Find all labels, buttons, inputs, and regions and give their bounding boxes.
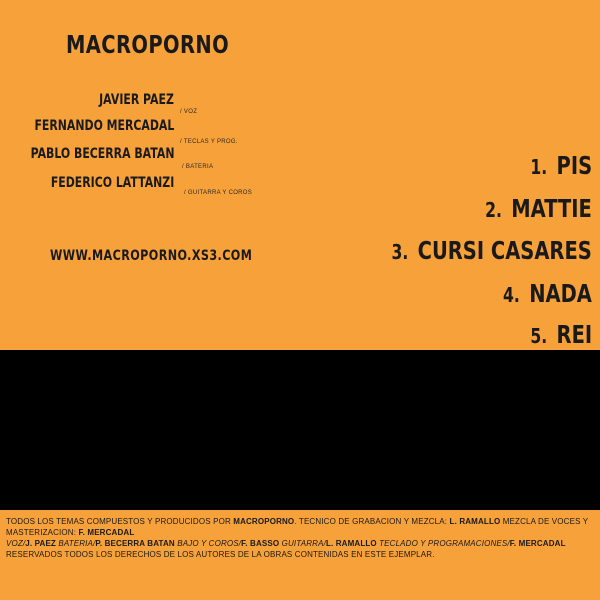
track-title: NADA bbox=[529, 279, 592, 308]
credits-block bbox=[6, 516, 596, 560]
member-role: / TECLAS Y PROG. bbox=[180, 139, 238, 145]
tracklist-item bbox=[530, 151, 592, 180]
credits-bold: F. BASSO bbox=[241, 539, 280, 548]
member-name: FERNANDO MERCADAL bbox=[34, 118, 174, 134]
member-name: PABLO BECERRA BATAN bbox=[30, 146, 174, 162]
member-name: JAVIER PAEZ bbox=[99, 92, 174, 108]
member-role: / VOZ bbox=[180, 109, 198, 115]
track-title: MATTIE bbox=[511, 194, 592, 223]
black-band bbox=[0, 350, 600, 510]
track-number: 3. bbox=[391, 240, 409, 264]
member-name: FEDERICO LATTANZI bbox=[50, 175, 174, 191]
credits-italic: BATERIA/ bbox=[55, 539, 96, 548]
credits-text: TODOS LOS TEMAS COMPUESTOS Y PRODUCIDOS POR bbox=[6, 517, 234, 526]
tracklist-item bbox=[503, 279, 592, 308]
credits-bold: F. MERCADAL bbox=[509, 539, 566, 548]
credits-line: RESERVADOS TODOS LOS DERECHOS DE LOS AUTORES DE LA OBRAS CONTENIDAS EN ESTE EJEMPLAR. bbox=[6, 550, 435, 559]
credits-bold: L. RAMALLO bbox=[449, 517, 501, 526]
track-number: 4. bbox=[503, 283, 520, 307]
credits-line bbox=[6, 516, 596, 538]
band-title: MACROPORNO bbox=[66, 30, 230, 59]
credits-text: . TECNICO DE GRABACION Y MEZCLA: bbox=[294, 517, 450, 526]
credits-bold: F. MERCADAL bbox=[78, 528, 135, 537]
tracklist-item bbox=[530, 320, 592, 349]
credits-bold: J. PAEZ bbox=[25, 539, 56, 548]
track-number: 2. bbox=[485, 198, 503, 222]
credits-bold: MACROPORNO bbox=[233, 517, 295, 526]
member-role: / GUITARRA Y COROS bbox=[184, 190, 253, 196]
track-number: 1. bbox=[530, 155, 548, 179]
credits-italic: VOZ/ bbox=[6, 539, 26, 548]
credits-bold: P. BECERRA BATAN bbox=[95, 539, 175, 548]
credits-italic: GUITARRA/ bbox=[279, 539, 326, 548]
credits-italic: BAJO Y COROS/ bbox=[174, 539, 242, 548]
tracklist-item bbox=[485, 194, 592, 223]
credits-bold: L. RAMALLO bbox=[325, 539, 377, 548]
credits-line bbox=[6, 538, 596, 549]
credits-text: MEZCLA DE VOCES Y MASTERIZACION: bbox=[6, 517, 589, 537]
tracklist-item bbox=[392, 236, 592, 265]
website-url: WWW.MACROPORNO.XS3.COM bbox=[50, 248, 253, 264]
member-role: / BATERIA bbox=[182, 164, 214, 170]
credits-italic: TECLADO Y PROGRAMACIONES/ bbox=[376, 539, 510, 548]
track-title: PIS bbox=[556, 151, 592, 180]
track-number: 5. bbox=[530, 324, 548, 348]
track-title: CURSI CASARES bbox=[417, 236, 592, 265]
track-title: REI bbox=[556, 320, 592, 349]
